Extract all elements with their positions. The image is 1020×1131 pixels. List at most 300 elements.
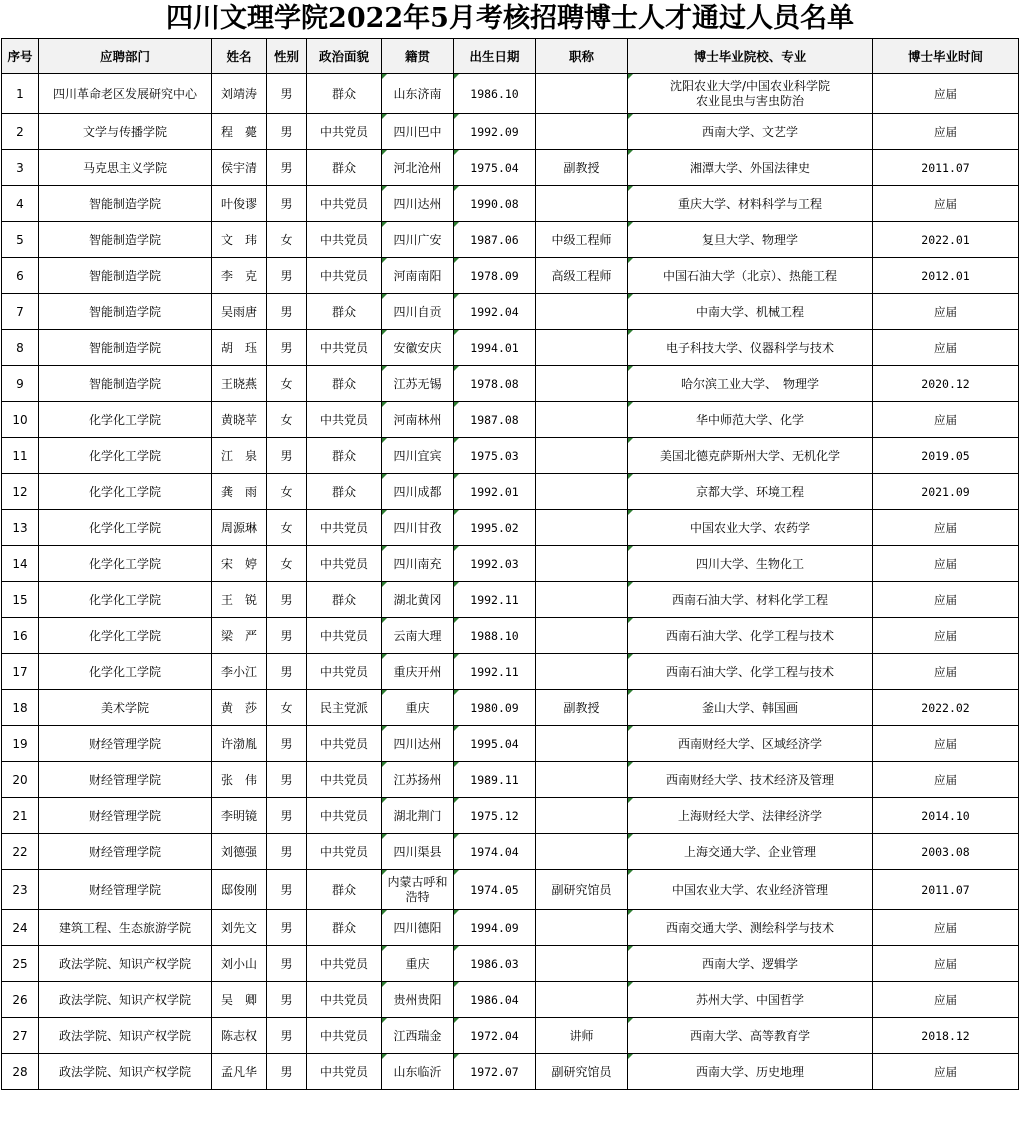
cell-name: 吴雨唐 (212, 294, 267, 330)
cell-doctoral-school-major: 上海财经大学、法律经济学 (628, 798, 873, 834)
cell-name: 邸俊刚 (212, 870, 267, 910)
cell-gender: 男 (267, 1018, 307, 1054)
cell-doctoral-school-major: 西南交通大学、测绘科学与技术 (628, 910, 873, 946)
table-row (2, 114, 1019, 150)
table-row (2, 510, 1019, 546)
cell-native-place: 四川德阳 (382, 910, 454, 946)
cell-title (536, 330, 628, 366)
cell-name: 江 泉 (212, 438, 267, 474)
cell-department: 文学与传播学院 (39, 114, 212, 150)
col-header-gender: 性别 (267, 39, 307, 74)
table-row (2, 1018, 1019, 1054)
cell-name: 龚 雨 (212, 474, 267, 510)
cell-department: 财经管理学院 (39, 834, 212, 870)
table-row (2, 74, 1019, 114)
cell-index: 13 (2, 510, 39, 546)
table-row (2, 330, 1019, 366)
cell-birth-date: 1986.04 (454, 982, 536, 1018)
cell-political-status: 中共党员 (307, 762, 382, 798)
cell-political-status: 群众 (307, 910, 382, 946)
cell-doctoral-school-major: 西南石油大学、化学工程与技术 (628, 654, 873, 690)
cell-doctoral-school-major: 中国石油大学（北京）、热能工程 (628, 258, 873, 294)
cell-native-place: 内蒙古呼和 浩特 (382, 870, 454, 910)
cell-graduation-time: 应届 (873, 402, 1019, 438)
cell-index: 4 (2, 186, 39, 222)
cell-department: 马克思主义学院 (39, 150, 212, 186)
cell-index: 16 (2, 618, 39, 654)
cell-title (536, 114, 628, 150)
cell-native-place: 四川巴中 (382, 114, 454, 150)
cell-title (536, 798, 628, 834)
cell-name: 李 克 (212, 258, 267, 294)
cell-gender: 男 (267, 654, 307, 690)
cell-gender: 男 (267, 438, 307, 474)
cell-index: 22 (2, 834, 39, 870)
cell-name: 程 薨 (212, 114, 267, 150)
cell-gender: 男 (267, 74, 307, 114)
cell-index: 25 (2, 946, 39, 982)
cell-doctoral-school-major: 西南大学、逻辑学 (628, 946, 873, 982)
cell-name: 李小江 (212, 654, 267, 690)
header-row (2, 39, 1019, 74)
cell-political-status: 群众 (307, 150, 382, 186)
cell-gender: 男 (267, 982, 307, 1018)
cell-graduation-time: 2011.07 (873, 870, 1019, 910)
cell-birth-date: 1987.06 (454, 222, 536, 258)
cell-index: 1 (2, 74, 39, 114)
roster-table (1, 38, 1019, 1090)
cell-name: 侯宇清 (212, 150, 267, 186)
cell-title (536, 654, 628, 690)
cell-title (536, 402, 628, 438)
cell-native-place: 江西瑞金 (382, 1018, 454, 1054)
cell-political-status: 中共党员 (307, 982, 382, 1018)
cell-gender: 男 (267, 798, 307, 834)
table-row (2, 222, 1019, 258)
cell-name: 周源琳 (212, 510, 267, 546)
cell-gender: 男 (267, 910, 307, 946)
cell-native-place: 湖北荆门 (382, 798, 454, 834)
cell-political-status: 中共党员 (307, 834, 382, 870)
table-body (2, 74, 1019, 1090)
table-row (2, 654, 1019, 690)
cell-department: 财经管理学院 (39, 870, 212, 910)
cell-index: 20 (2, 762, 39, 798)
table-row (2, 150, 1019, 186)
cell-title (536, 762, 628, 798)
cell-graduation-time: 应届 (873, 762, 1019, 798)
cell-department: 智能制造学院 (39, 366, 212, 402)
cell-department: 政法学院、知识产权学院 (39, 982, 212, 1018)
cell-political-status: 群众 (307, 294, 382, 330)
cell-graduation-time: 2021.09 (873, 474, 1019, 510)
cell-gender: 女 (267, 402, 307, 438)
cell-political-status: 中共党员 (307, 618, 382, 654)
cell-department: 财经管理学院 (39, 798, 212, 834)
col-header-graduation-time: 博士毕业时间 (873, 39, 1019, 74)
table-row (2, 798, 1019, 834)
cell-title (536, 474, 628, 510)
cell-native-place: 重庆开州 (382, 654, 454, 690)
col-header-name: 姓名 (212, 39, 267, 74)
cell-birth-date: 1994.01 (454, 330, 536, 366)
cell-doctoral-school-major: 湘潭大学、外国法律史 (628, 150, 873, 186)
cell-title (536, 186, 628, 222)
cell-doctoral-school-major: 釜山大学、韩国画 (628, 690, 873, 726)
cell-political-status: 中共党员 (307, 222, 382, 258)
cell-native-place: 山东济南 (382, 74, 454, 114)
cell-doctoral-school-major: 上海交通大学、企业管理 (628, 834, 873, 870)
cell-department: 化学化工学院 (39, 438, 212, 474)
cell-doctoral-school-major: 四川大学、生物化工 (628, 546, 873, 582)
cell-doctoral-school-major: 京都大学、环境工程 (628, 474, 873, 510)
cell-native-place: 贵州贵阳 (382, 982, 454, 1018)
cell-doctoral-school-major: 中国农业大学、农业经济管理 (628, 870, 873, 910)
cell-doctoral-school-major: 复旦大学、物理学 (628, 222, 873, 258)
cell-native-place: 云南大理 (382, 618, 454, 654)
cell-birth-date: 1995.02 (454, 510, 536, 546)
cell-graduation-time: 2022.02 (873, 690, 1019, 726)
cell-department: 政法学院、知识产权学院 (39, 946, 212, 982)
cell-name: 刘先文 (212, 910, 267, 946)
cell-birth-date: 1980.09 (454, 690, 536, 726)
cell-doctoral-school-major: 西南大学、历史地理 (628, 1054, 873, 1090)
cell-title (536, 618, 628, 654)
cell-graduation-time: 2020.12 (873, 366, 1019, 402)
cell-native-place: 四川成都 (382, 474, 454, 510)
cell-name: 梁 严 (212, 618, 267, 654)
cell-title (536, 834, 628, 870)
cell-doctoral-school-major: 沈阳农业大学/中国农业科学院 农业昆虫与害虫防治 (628, 74, 873, 114)
cell-index: 2 (2, 114, 39, 150)
cell-birth-date: 1978.09 (454, 258, 536, 294)
cell-birth-date: 1975.03 (454, 438, 536, 474)
cell-political-status: 群众 (307, 582, 382, 618)
cell-department: 化学化工学院 (39, 618, 212, 654)
cell-political-status: 中共党员 (307, 654, 382, 690)
cell-name: 刘德强 (212, 834, 267, 870)
cell-department: 政法学院、知识产权学院 (39, 1054, 212, 1090)
cell-gender: 女 (267, 222, 307, 258)
cell-index: 28 (2, 1054, 39, 1090)
cell-political-status: 中共党员 (307, 546, 382, 582)
cell-gender: 男 (267, 150, 307, 186)
col-header-political-status: 政治面貌 (307, 39, 382, 74)
cell-native-place: 四川渠县 (382, 834, 454, 870)
cell-birth-date: 1995.04 (454, 726, 536, 762)
cell-birth-date: 1974.04 (454, 834, 536, 870)
cell-title: 副研究馆员 (536, 1054, 628, 1090)
cell-doctoral-school-major: 西南财经大学、技术经济及管理 (628, 762, 873, 798)
cell-political-status: 中共党员 (307, 330, 382, 366)
cell-birth-date: 1975.12 (454, 798, 536, 834)
cell-index: 26 (2, 982, 39, 1018)
cell-index: 27 (2, 1018, 39, 1054)
cell-birth-date: 1978.08 (454, 366, 536, 402)
cell-graduation-time: 2019.05 (873, 438, 1019, 474)
cell-political-status: 中共党员 (307, 1018, 382, 1054)
cell-graduation-time: 应届 (873, 726, 1019, 762)
cell-title: 副教授 (536, 150, 628, 186)
cell-political-status: 中共党员 (307, 114, 382, 150)
cell-birth-date: 1972.07 (454, 1054, 536, 1090)
cell-name: 吴 卿 (212, 982, 267, 1018)
cell-department: 化学化工学院 (39, 546, 212, 582)
cell-birth-date: 1988.10 (454, 618, 536, 654)
cell-gender: 男 (267, 946, 307, 982)
cell-native-place: 四川甘孜 (382, 510, 454, 546)
cell-gender: 女 (267, 366, 307, 402)
cell-title: 高级工程师 (536, 258, 628, 294)
cell-doctoral-school-major: 重庆大学、材料科学与工程 (628, 186, 873, 222)
cell-birth-date: 1986.10 (454, 74, 536, 114)
cell-political-status: 民主党派 (307, 690, 382, 726)
cell-title: 中级工程师 (536, 222, 628, 258)
cell-birth-date: 1972.04 (454, 1018, 536, 1054)
cell-birth-date: 1992.11 (454, 654, 536, 690)
cell-department: 智能制造学院 (39, 258, 212, 294)
cell-native-place: 四川达州 (382, 186, 454, 222)
cell-doctoral-school-major: 中南大学、机械工程 (628, 294, 873, 330)
cell-department: 四川革命老区发展研究中心 (39, 74, 212, 114)
cell-title (536, 294, 628, 330)
col-header-department: 应聘部门 (39, 39, 212, 74)
cell-name: 王 锐 (212, 582, 267, 618)
cell-doctoral-school-major: 西南大学、高等教育学 (628, 1018, 873, 1054)
cell-gender: 女 (267, 510, 307, 546)
cell-doctoral-school-major: 美国北德克萨斯州大学、无机化学 (628, 438, 873, 474)
cell-doctoral-school-major: 西南石油大学、材料化学工程 (628, 582, 873, 618)
cell-department: 财经管理学院 (39, 762, 212, 798)
page-title: 四川文理学院2022年5月考核招聘博士人才通过人员名单 (166, 3, 854, 34)
cell-political-status: 中共党员 (307, 510, 382, 546)
cell-native-place: 四川广安 (382, 222, 454, 258)
cell-name: 胡 珏 (212, 330, 267, 366)
cell-title (536, 726, 628, 762)
cell-birth-date: 1974.05 (454, 870, 536, 910)
cell-political-status: 中共党员 (307, 258, 382, 294)
cell-native-place: 四川自贡 (382, 294, 454, 330)
cell-index: 14 (2, 546, 39, 582)
cell-political-status: 中共党员 (307, 1054, 382, 1090)
cell-title (536, 946, 628, 982)
cell-native-place: 江苏无锡 (382, 366, 454, 402)
cell-department: 财经管理学院 (39, 726, 212, 762)
cell-title (536, 982, 628, 1018)
table-row (2, 618, 1019, 654)
col-header-title: 职称 (536, 39, 628, 74)
cell-name: 黄晓苹 (212, 402, 267, 438)
cell-name: 张 伟 (212, 762, 267, 798)
cell-graduation-time: 应届 (873, 582, 1019, 618)
cell-title: 副研究馆员 (536, 870, 628, 910)
cell-political-status: 群众 (307, 474, 382, 510)
table-row (2, 690, 1019, 726)
cell-birth-date: 1992.11 (454, 582, 536, 618)
table-row (2, 294, 1019, 330)
cell-birth-date: 1989.11 (454, 762, 536, 798)
cell-gender: 女 (267, 690, 307, 726)
cell-graduation-time: 应届 (873, 330, 1019, 366)
cell-birth-date: 1990.08 (454, 186, 536, 222)
cell-native-place: 安徽安庆 (382, 330, 454, 366)
cell-index: 6 (2, 258, 39, 294)
col-header-index: 序号 (2, 39, 39, 74)
cell-index: 23 (2, 870, 39, 910)
cell-name: 陈志权 (212, 1018, 267, 1054)
cell-name: 宋 婷 (212, 546, 267, 582)
cell-graduation-time: 应届 (873, 654, 1019, 690)
cell-political-status: 中共党员 (307, 726, 382, 762)
cell-doctoral-school-major: 苏州大学、中国哲学 (628, 982, 873, 1018)
cell-title (536, 510, 628, 546)
cell-native-place: 湖北黄冈 (382, 582, 454, 618)
cell-graduation-time: 2003.08 (873, 834, 1019, 870)
cell-index: 8 (2, 330, 39, 366)
cell-graduation-time: 应届 (873, 74, 1019, 114)
cell-gender: 男 (267, 618, 307, 654)
cell-graduation-time: 应届 (873, 546, 1019, 582)
cell-graduation-time: 应届 (873, 294, 1019, 330)
cell-name: 文 玮 (212, 222, 267, 258)
cell-political-status: 群众 (307, 870, 382, 910)
table-row (2, 946, 1019, 982)
table-row (2, 762, 1019, 798)
cell-index: 19 (2, 726, 39, 762)
cell-gender: 男 (267, 870, 307, 910)
cell-gender: 男 (267, 1054, 307, 1090)
cell-graduation-time: 2022.01 (873, 222, 1019, 258)
cell-native-place: 重庆 (382, 946, 454, 982)
cell-political-status: 中共党员 (307, 946, 382, 982)
table-row (2, 186, 1019, 222)
cell-political-status: 中共党员 (307, 402, 382, 438)
cell-title (536, 74, 628, 114)
cell-department: 智能制造学院 (39, 186, 212, 222)
cell-political-status: 群众 (307, 438, 382, 474)
cell-graduation-time: 应届 (873, 114, 1019, 150)
cell-index: 3 (2, 150, 39, 186)
cell-name: 叶俊谬 (212, 186, 267, 222)
cell-native-place: 山东临沂 (382, 1054, 454, 1090)
cell-index: 5 (2, 222, 39, 258)
cell-political-status: 中共党员 (307, 186, 382, 222)
cell-department: 智能制造学院 (39, 222, 212, 258)
cell-gender: 男 (267, 330, 307, 366)
cell-department: 化学化工学院 (39, 402, 212, 438)
cell-gender: 女 (267, 474, 307, 510)
cell-title (536, 438, 628, 474)
cell-graduation-time: 应届 (873, 946, 1019, 982)
cell-graduation-time: 应届 (873, 910, 1019, 946)
cell-doctoral-school-major: 西南石油大学、化学工程与技术 (628, 618, 873, 654)
cell-doctoral-school-major: 西南大学、文艺学 (628, 114, 873, 150)
table-row (2, 258, 1019, 294)
cell-graduation-time: 2011.07 (873, 150, 1019, 186)
table-row (2, 366, 1019, 402)
table-row (2, 402, 1019, 438)
cell-title (536, 546, 628, 582)
cell-graduation-time: 2018.12 (873, 1018, 1019, 1054)
cell-native-place: 河南林州 (382, 402, 454, 438)
col-header-native-place: 籍贯 (382, 39, 454, 74)
cell-birth-date: 1992.09 (454, 114, 536, 150)
table-row (2, 870, 1019, 910)
cell-title (536, 582, 628, 618)
table-row (2, 1054, 1019, 1090)
cell-doctoral-school-major: 华中师范大学、化学 (628, 402, 873, 438)
cell-index: 12 (2, 474, 39, 510)
cell-native-place: 重庆 (382, 690, 454, 726)
cell-department: 化学化工学院 (39, 510, 212, 546)
cell-native-place: 江苏扬州 (382, 762, 454, 798)
cell-department: 智能制造学院 (39, 294, 212, 330)
cell-name: 刘靖涛 (212, 74, 267, 114)
cell-name: 刘小山 (212, 946, 267, 982)
cell-index: 18 (2, 690, 39, 726)
cell-birth-date: 1986.03 (454, 946, 536, 982)
cell-birth-date: 1994.09 (454, 910, 536, 946)
cell-graduation-time: 应届 (873, 982, 1019, 1018)
cell-department: 化学化工学院 (39, 582, 212, 618)
col-header-doctoral-school-major: 博士毕业院校、专业 (628, 39, 873, 74)
cell-graduation-time: 2012.01 (873, 258, 1019, 294)
table-row (2, 546, 1019, 582)
cell-birth-date: 1992.04 (454, 294, 536, 330)
cell-index: 11 (2, 438, 39, 474)
cell-gender: 女 (267, 546, 307, 582)
cell-department: 智能制造学院 (39, 330, 212, 366)
cell-name: 许渤胤 (212, 726, 267, 762)
col-header-birth-date: 出生日期 (454, 39, 536, 74)
cell-birth-date: 1992.03 (454, 546, 536, 582)
cell-native-place: 河北沧州 (382, 150, 454, 186)
cell-department: 化学化工学院 (39, 654, 212, 690)
cell-native-place: 河南南阳 (382, 258, 454, 294)
cell-index: 24 (2, 910, 39, 946)
cell-doctoral-school-major: 中国农业大学、农药学 (628, 510, 873, 546)
cell-political-status: 中共党员 (307, 798, 382, 834)
cell-doctoral-school-major: 西南财经大学、区域经济学 (628, 726, 873, 762)
cell-political-status: 群众 (307, 366, 382, 402)
cell-graduation-time: 应届 (873, 510, 1019, 546)
cell-gender: 男 (267, 582, 307, 618)
cell-name: 李明镜 (212, 798, 267, 834)
cell-graduation-time: 应届 (873, 186, 1019, 222)
cell-department: 美术学院 (39, 690, 212, 726)
cell-title: 讲师 (536, 1018, 628, 1054)
cell-political-status: 群众 (307, 74, 382, 114)
cell-gender: 男 (267, 726, 307, 762)
table-row (2, 438, 1019, 474)
table-row (2, 982, 1019, 1018)
table-row (2, 582, 1019, 618)
cell-native-place: 四川宜宾 (382, 438, 454, 474)
cell-department: 建筑工程、生态旅游学院 (39, 910, 212, 946)
cell-graduation-time: 应届 (873, 1054, 1019, 1090)
table-row (2, 726, 1019, 762)
cell-name: 黄 莎 (212, 690, 267, 726)
cell-gender: 男 (267, 114, 307, 150)
cell-department: 政法学院、知识产权学院 (39, 1018, 212, 1054)
cell-index: 9 (2, 366, 39, 402)
cell-index: 7 (2, 294, 39, 330)
cell-name: 王晓燕 (212, 366, 267, 402)
cell-gender: 男 (267, 834, 307, 870)
cell-index: 21 (2, 798, 39, 834)
cell-index: 15 (2, 582, 39, 618)
cell-graduation-time: 应届 (873, 618, 1019, 654)
